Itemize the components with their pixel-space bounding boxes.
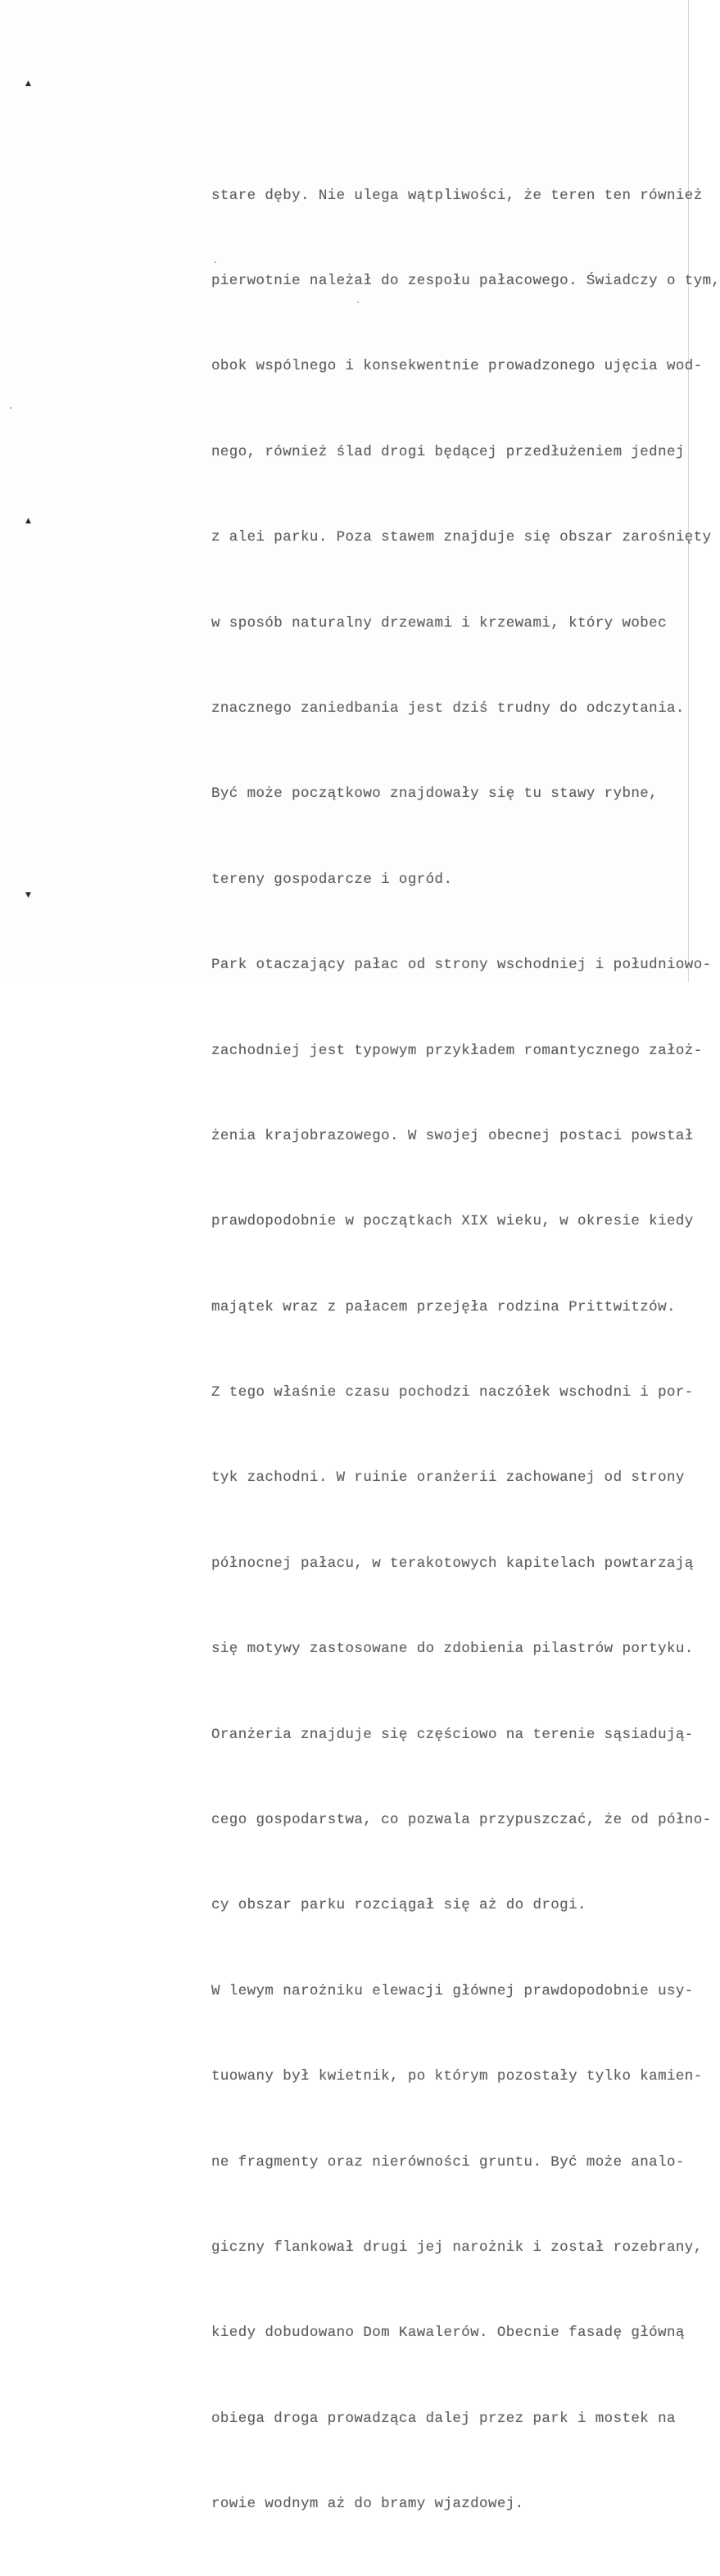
paper-speck [10,407,11,409]
text-line: ne fragmenty oraz nierówności gruntu. Być może analo- [211,2153,685,2171]
text-line: się motywy zastosowane do zdobienia pilastrów portyku. [211,1641,694,1658]
text-line: zachodniej jest typowym przykładem romantycznego założ- [211,1042,703,1059]
text-line: żenia krajobrazowego. W swojej obecnej postaci powstał [211,1127,694,1144]
text-line: Oranżeria znajduje się częściowo na terenie sąsiadują- [211,1726,694,1743]
text-line: tereny gospodarcze i ogród. [211,871,453,888]
text-line: z alei parku. Poza stawem znajduje się obszar zarośnięty [211,529,712,546]
text-line: Park otaczający pałac od strony wschodniej i południowo- [211,957,712,974]
text-line: giczny flankował drugi jej narożnik i został rozebrany, [211,2239,703,2256]
text-line: kiedy dobudowano Dom Kawalerów. Obecnie fasadę główną [211,2325,685,2342]
typewritten-body [211,124,720,2576]
text-line: cego gospodarstwa, co pozwala przypuszczać, że od półno- [211,1812,712,1829]
text-line: znacznego zaniedbania jest dziś trudny do odczytania. [211,699,685,717]
punch-mark-top: ▲ [25,79,31,88]
text-line: tuowany był kwietnik, po którym pozostały tylko kamien- [211,2068,703,2085]
text-line: tyk zachodni. W ruinie oranżerii zachowanej od strony [211,1469,685,1487]
text-line: stare dęby. Nie ulega wątpliwości, że teren ten również [211,187,703,204]
text-line: Z tego właśnie czasu pochodzi naczółek wschodni i por- [211,1384,694,1401]
text-line: pierwotnie należał do zespołu pałacowego. Świadczy o tym, [211,272,720,289]
punch-mark-bottom: ▼ [25,891,31,899]
text-line: północnej pałacu, w terakotowych kapitelach powtarzają [211,1555,694,1572]
text-line: obiega droga prowadząca dalej przez park i mostek na [211,2410,676,2427]
text-line: cy obszar parku rozciągał się aż do drogi. [211,1897,586,1914]
text-line: rowie wodnym aż do bramy wjazdowej. [211,2496,524,2513]
punch-mark-middle: ▲ [25,517,31,525]
text-line: W lewym narożniku elewacji głównej prawdopodobnie usy- [211,1982,694,1999]
text-line: prawdopodobnie w początkach XIX wieku, w okresie kiedy [211,1213,694,1230]
text-line: majątek wraz z pałacem przejęła rodzina Prittwitzów. [211,1298,676,1315]
text-line: Być może początkowo znajdowały się tu stawy rybne, [211,785,659,803]
text-line: nego, również ślad drogi będącej przedłużeniem jednej [211,443,685,460]
text-line: w sposób naturalny drzewami i krzewami, który wobec [211,614,667,632]
text-line: obok wspólnego i konsekwentnie prowadzonego ujęcia wod- [211,358,703,375]
